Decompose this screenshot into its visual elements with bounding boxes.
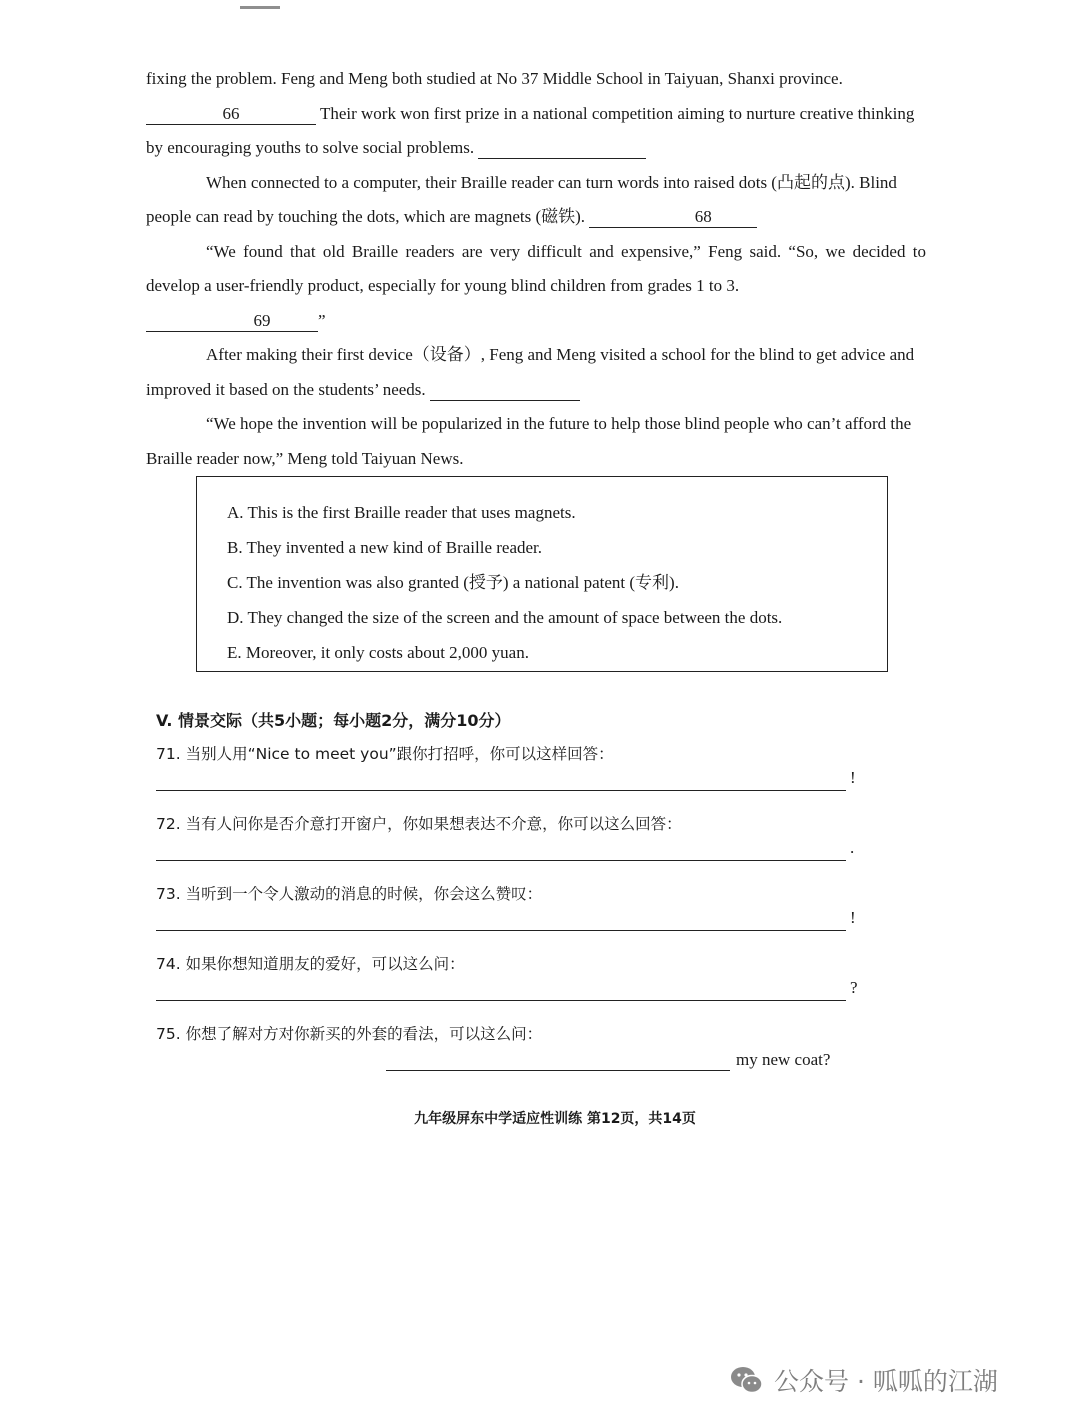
question-75 xyxy=(156,1018,876,1088)
reading-passage xyxy=(146,62,926,476)
blank-67[interactable] xyxy=(478,138,646,159)
passage-paragraph-1: fixing the problem. Feng and Meng both studied at No 37 Middle School in Taiyuan, Shanxi province. 66 Their work won first prize in a national competition aiming to nurture creative thinking by encouraging youths to solve social problems. xyxy=(146,69,915,157)
options-list xyxy=(227,495,877,670)
answer-line-71[interactable] xyxy=(156,790,846,791)
question-text: 75. 你想了解对方对你新买的外套的看法，可以这么问： xyxy=(156,1025,543,1043)
passage-paragraph-5: “We hope the invention will be popularized in the future to help those blind people who can’t afford the Braille reader now,” Meng told Taiyuan News. xyxy=(146,414,912,468)
wechat-icon xyxy=(730,1365,764,1395)
option-d: D. They changed the size of the screen and the amount of space between the dots. xyxy=(227,608,783,627)
section-title: V. 情景交际（共5小题；每小题2分，满分10分） xyxy=(156,711,511,730)
question-72 xyxy=(156,808,876,878)
option-c: C. The invention was also granted (授予) a national patent (专利). xyxy=(227,573,679,592)
option-a: A. This is the first Braille reader that uses magnets. xyxy=(227,503,576,522)
answer-line-75[interactable] xyxy=(386,1070,730,1071)
answer-tail: my new coat? xyxy=(736,1050,831,1069)
option-b: B. They invented a new kind of Braille reader. xyxy=(227,538,543,557)
answer-line-73[interactable] xyxy=(156,930,846,931)
question-71 xyxy=(156,738,876,808)
answer-line-72[interactable] xyxy=(156,860,846,861)
option-e: E. Moreover, it only costs about 2,000 yuan. xyxy=(227,643,529,662)
watermark xyxy=(730,1360,998,1400)
passage-paragraph-2: When connected to a computer, their Braille reader can turn words into raised dots (凸起的点). Blind people can read by touching the dots, which are magnets (磁铁). 68 xyxy=(146,172,897,226)
question-73 xyxy=(156,878,876,948)
answer-end-mark: . xyxy=(850,838,855,857)
question-74 xyxy=(156,948,876,1018)
blank-70[interactable] xyxy=(430,380,580,401)
answer-line-74[interactable] xyxy=(156,1000,846,1001)
scan-mark xyxy=(240,6,280,9)
watermark-text: 公众号 · 呱呱的江湖 xyxy=(774,1367,998,1396)
question-text: 73. 当听到一个令人激动的消息的时候，你会这么赞叹： xyxy=(156,885,543,903)
question-text: 71. 当别人用“Nice to meet you”跟你打招呼，你可以这样回答： xyxy=(156,745,614,763)
answer-end-mark: ! xyxy=(850,768,856,787)
question-text: 72. 当有人问你是否介意打开窗户，你如果想表达不介意，你可以这么回答： xyxy=(156,815,682,833)
blank-66[interactable]: 66 xyxy=(146,104,316,125)
question-text: 74. 如果你想知道朋友的爱好，可以这么问： xyxy=(156,955,465,973)
answer-end-mark: ? xyxy=(850,978,858,997)
blank-68[interactable]: 68 xyxy=(589,207,757,228)
page-footer: 九年级屏东中学适应性训练 第12页，共14页 xyxy=(414,1111,696,1127)
blank-69[interactable]: 69 xyxy=(146,311,318,332)
passage-paragraph-3: “We found that old Braille readers are very difficult and expensive,” Feng said. “So, we decided to develop a user-friendly product, especially for young blind children from grades 1 to 3. 69 ” xyxy=(146,241,926,330)
answer-end-mark: ! xyxy=(850,908,856,927)
dialogue-section xyxy=(156,704,876,1088)
options-box xyxy=(196,476,888,672)
passage-paragraph-4: After making their first device（设备）, Feng and Meng visited a school for the blind to get advice and improved it based on the students’ needs. xyxy=(146,345,915,399)
